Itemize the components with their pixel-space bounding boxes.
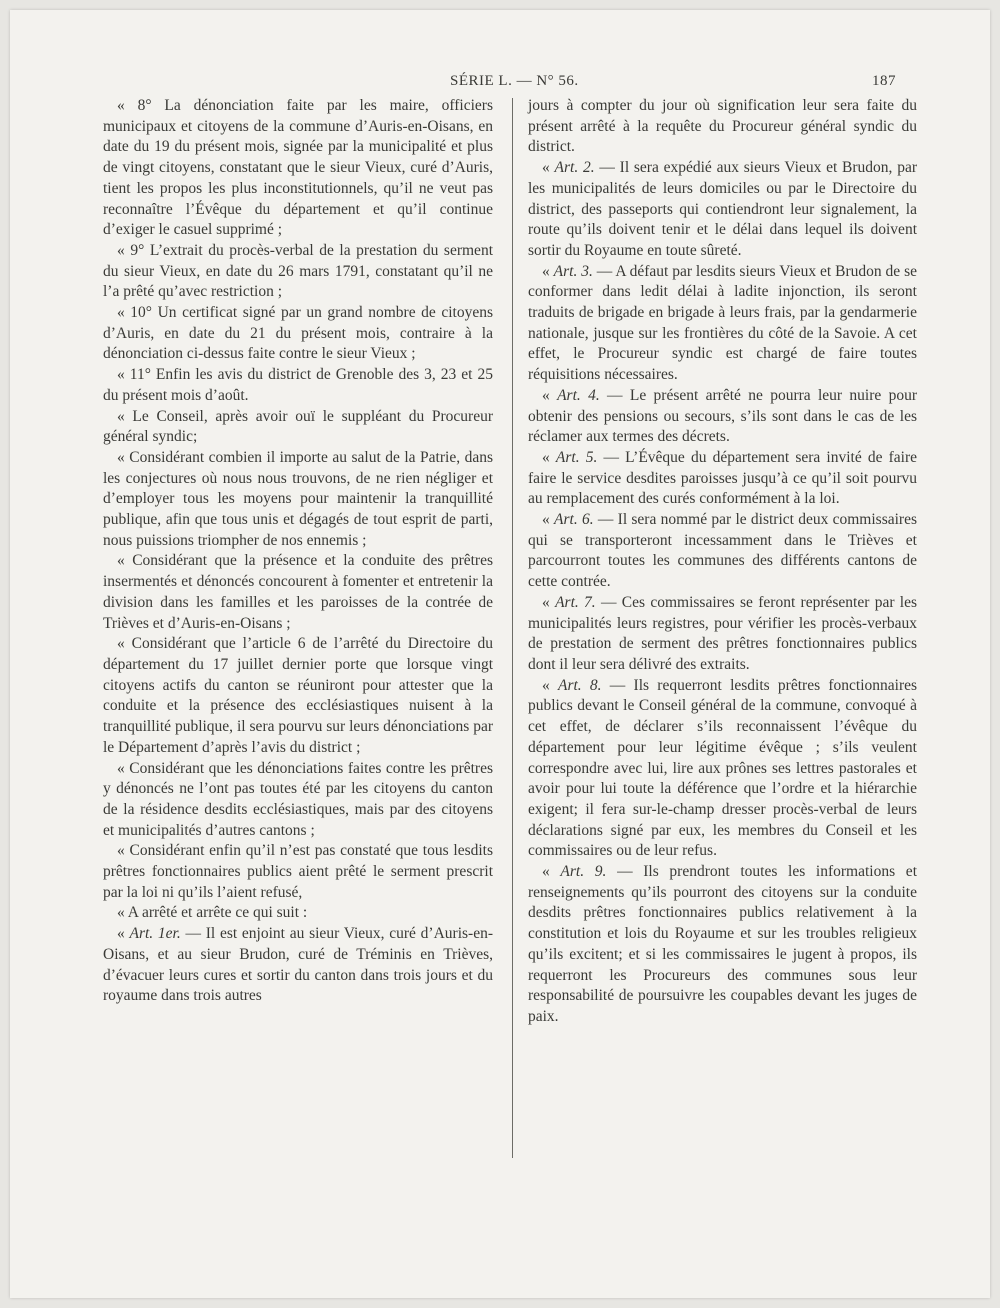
article-lead: « xyxy=(542,676,558,694)
article-text: — Il est enjoint au sieur Vieux, curé d’Auris-en-Oisans, et au sieur Brudon, curé de Tréminis en Trièves, d’évacuer leurs cures et sortir du canton dans trois jours et du royaume dans trois autres xyxy=(103,925,493,1005)
paragraph: « Considérant que la présence et la conduite des prêtres insermentés et dénoncés concourent à fomenter et entretenir la division dans les familles et les paroisses de la contrée de Trièves et d’Auris-en-Oisans ; xyxy=(103,552,493,632)
article-1-continuation: jours à compter du jour où signification leur sera faite du présent arrêté à la requête du Procureur général syndic du district. xyxy=(528,97,917,156)
article-label: Art. 6. xyxy=(554,511,594,529)
article-label: Art. 3. xyxy=(553,262,593,280)
article-3 xyxy=(528,262,917,386)
paragraph: « 10° Un certificat signé par un grand nombre de citoyens d’Auris, en date du 21 du présent mois, contraire à la dénonciation ci-dessus faite contre le sieur Vieux ; xyxy=(103,304,493,363)
page-number: 187 xyxy=(872,73,896,89)
paragraph: « A arrêté et arrête ce qui suit : xyxy=(117,904,308,922)
paragraph: « 11° Enfin les avis du district de Grenoble des 3, 23 et 25 du présent mois d’août. xyxy=(103,366,493,404)
running-title: SÉRIE L. — N° 56. xyxy=(450,73,579,89)
article-label: Art. 1er. xyxy=(129,925,181,943)
paragraph: « 9° L’extrait du procès-verbal de la prestation du serment du sieur Vieux, en date du 26 mars 1791, constatant qu’il ne l’a prêté qu’avec restriction ; xyxy=(103,241,493,301)
article-label: Art. 5. xyxy=(555,448,598,466)
article-label: Art. 8. xyxy=(558,676,602,694)
left-column xyxy=(103,96,493,1007)
paragraph: « Considérant que les dénonciations faites contre les prêtres y dénoncés ne l’ont pas toutes été par les citoyens du canton de la résidence desdits ecclésiastiques, mais par des citoyens et municipalités d’autres cantons ; xyxy=(103,759,493,839)
article-1 xyxy=(103,924,493,1007)
article-lead: « xyxy=(542,863,561,881)
article-7 xyxy=(528,593,917,676)
article-8 xyxy=(528,676,917,862)
article-2 xyxy=(528,158,917,262)
paragraph: « 8° La dénonciation faite par les maire, officiers municipaux et citoyens de la commune d’Auris-en-Oisans, en date du 19 du présent mois, signée par la municipalité et plus de vingt citoyens, constatant que le sieur Vieux, curé d’Auris, tient les propos les plus inconstitutionnels, qu’il ne veut pas reconnaître l’Évêque du département et qu’il continue d’exiger le casuel supprimé ; xyxy=(103,97,493,239)
article-text: — Il sera expédié aux sieurs Vieux et Brudon, par les municipalités de leurs domiciles ou par le Directoire du district, des passeports qui contiendront leur signalement, la route qu’ils doivent tenir et le délai dans lequel ils doivent sortir du Royaume en toute sûreté. xyxy=(528,159,917,259)
article-label: Art. 2. xyxy=(554,159,595,177)
article-9 xyxy=(528,862,917,1028)
paragraph: « Le Conseil, après avoir ouï le suppléant du Procureur général syndic; xyxy=(103,407,493,446)
article-label: Art. 9. xyxy=(560,863,607,881)
article-lead: « xyxy=(542,159,555,177)
column-divider xyxy=(512,98,513,1158)
article-lead: « xyxy=(117,925,130,943)
article-text: — L’Évêque du département sera invité de faire faire le service desdites paroisses jusqu’à ce qu’il soit pourvu au remplacement des curés conformément à la loi. xyxy=(528,448,917,508)
article-text: — Ces commissaires se feront représenter par les municipalités leurs registres, pour vérifier les procès-verbaux de prestation de serment des prêtres fonctionnaires publics dont il leur sera délivré des extraits. xyxy=(528,593,918,673)
article-lead: « xyxy=(542,448,556,466)
article-4 xyxy=(528,386,917,448)
paragraph: « Considérant enfin qu’il n’est pas constaté que tous lesdits prêtres fonctionnaires publics aient prêté le serment prescrit par la loi ni qu’ils l’aient refusé, xyxy=(103,842,493,901)
article-label: Art. 7. xyxy=(555,593,596,611)
article-text: — A défaut par lesdits sieurs Vieux et Brudon de se conformer dans ledit délai à ladite injonction, ils seront traduits de brigade en brigade à leurs frais, par la gendarmerie nationale, jusque sur les frontières du côté de la Savoie. A cet effet, le Procureur syndic est chargé de faire toutes réquisitions nécessaires. xyxy=(528,262,917,384)
article-lead: « xyxy=(542,386,558,404)
article-text: — Le présent arrêté ne pourra leur nuire pour obtenir des pensions ou secours, s’ils sont dans le cas de les réclamer aux termes des décrets. xyxy=(528,386,917,446)
article-text: — Il sera nommé par le district deux commissaires qui se transporteront incessamment dans le Trièves et parcourront toutes les communes des différents cantons de cette contrée. xyxy=(528,511,917,591)
article-lead: « xyxy=(542,262,554,280)
article-5 xyxy=(528,448,917,510)
article-label: Art. 4. xyxy=(557,386,600,404)
paragraph: « Considérant combien il importe au salut de la Patrie, dans les conjectures où nous nous trouvons, de ne rien négliger et d’employer tous les moyens pour maintenir la tranquillité publique, afin que tous unis et dégagés de tout esprit de parti, nous puissions triompher de nos ennemis ; xyxy=(103,448,493,549)
article-text: — Ils prendront toutes les informations et renseignements qu’ils pourront des citoyens sur la conduite desdits prêtres fonctionnaires publics relativement à la constitution et lois du Royaume et sur les troubles religieux qu’ils excitent; et si les commissaires le jugent à propos, ils requerront les Procureurs des communes sous leur responsabilité de poursuivre les coupables devant les juges de paix. xyxy=(528,863,917,1025)
page-header xyxy=(0,73,1000,93)
article-text: — Ils requerront lesdits prêtres fonctionnaires publics devant le Conseil général de la commune, convoqué à cet effet, de déclarer s’ils reconnaissent l’évêque du département pour leur légitime évêque ; s’ils veulent correspondre avec lui, lire aux prônes ses lettres pastorales et avoir pour lui toute la déférence que l’ordre et la hiérarchie exigent; il fera sur-le-champ dresser procès-verbal de leurs déclarations signé par eux, les membres du Conseil et les commissaires ou de leur refus. xyxy=(528,676,918,860)
paragraph: « Considérant que l’article 6 de l’arrêté du Directoire du département du 17 juillet dernier porte que lorsque vingt citoyens actifs du canton se réuniront pour attester que la conduite et la présence des ecclésiastiques nuisent à la tranquillité publique, il sera pourvu sur leurs dénonciations par le Département d’après l’avis du district ; xyxy=(103,635,493,756)
right-column xyxy=(528,96,917,1028)
article-lead: « xyxy=(542,593,556,611)
article-6 xyxy=(528,510,917,593)
article-lead: « xyxy=(542,511,555,529)
